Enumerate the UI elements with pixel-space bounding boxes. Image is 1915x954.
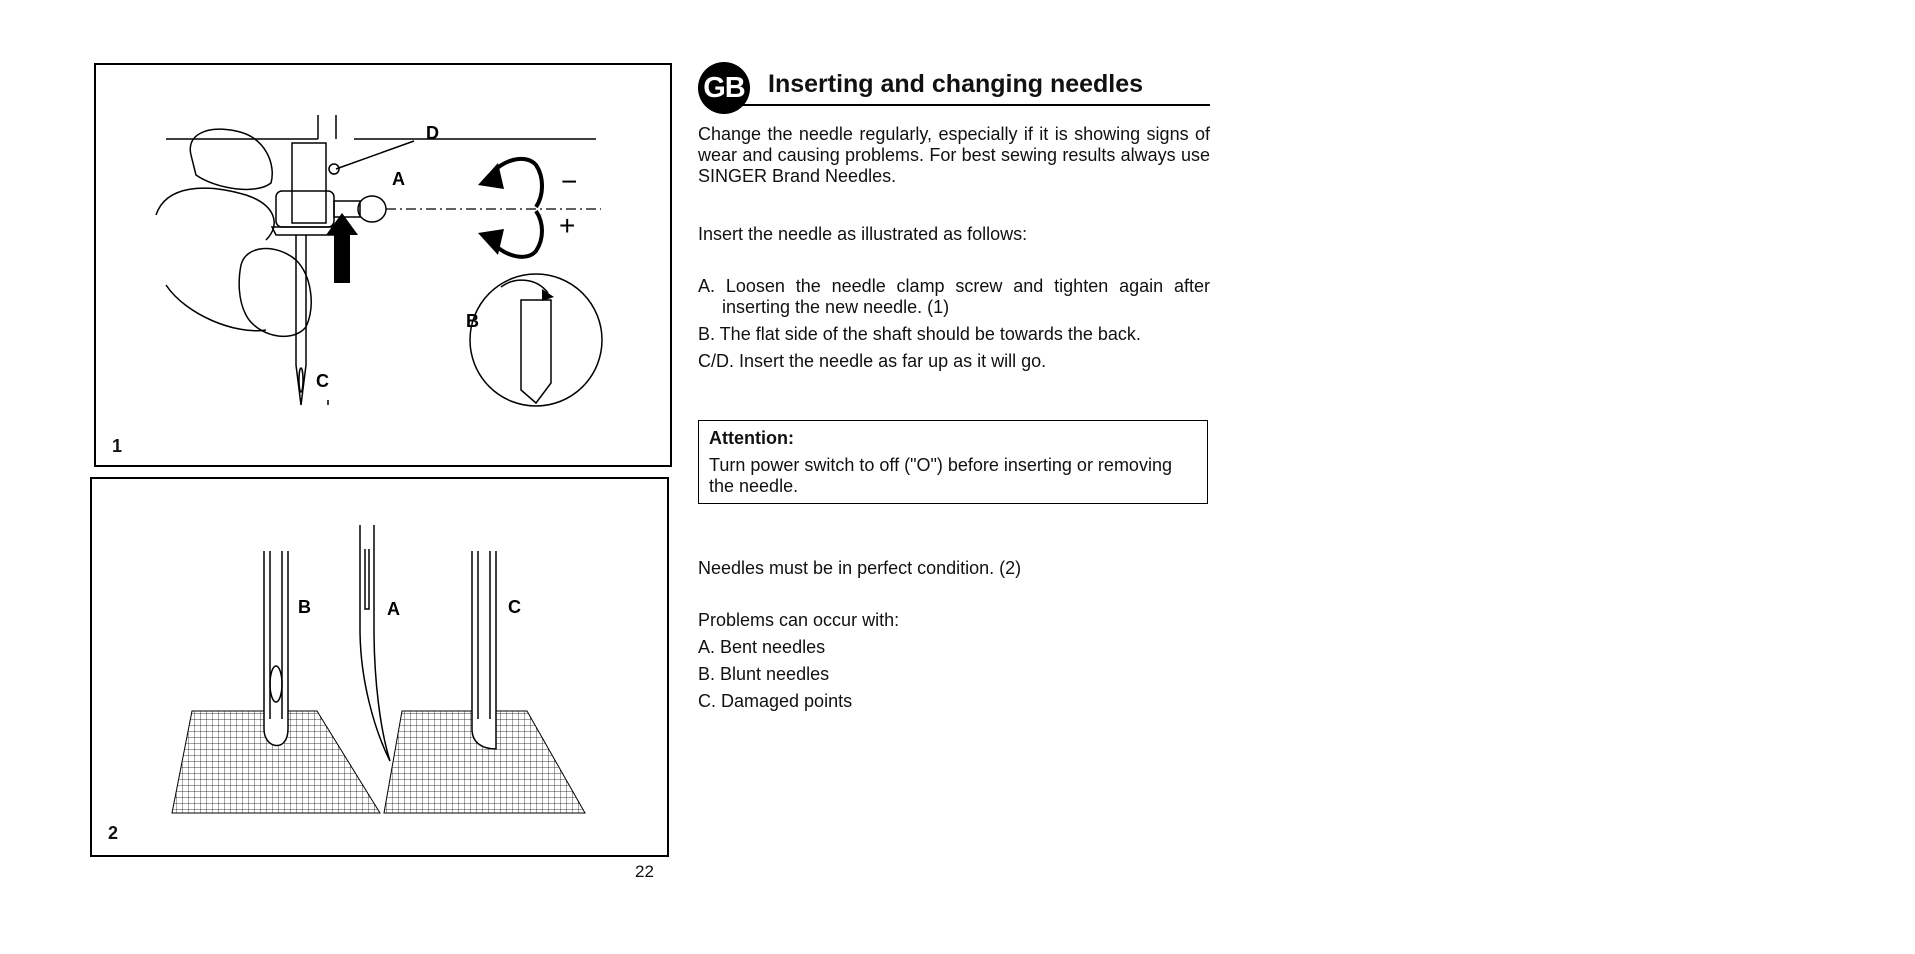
needle-blunt [264,551,288,746]
problem-item: C. Damaged points [698,691,853,711]
label-a: A [387,599,400,619]
label-c: C [508,597,521,617]
label-c: C [316,371,329,391]
attention-box [698,420,1208,504]
problem-item: B. Blunt needles [698,664,830,684]
section-heading: Inserting and changing needles [768,70,1144,98]
step-cd: C/D. Insert the needle as far up as it will go. [698,351,1047,371]
insert-instruction: Insert the needle as illustrated as follows: [698,224,1028,244]
needle-eye [299,368,303,392]
figure-1-needle-insertion [94,63,672,467]
attention-title: Attention: [709,428,794,448]
arrowhead-detail [542,289,554,301]
needle-flat-detail [521,300,551,403]
needle-damaged [472,551,496,749]
needle-clamp-illustration [96,65,670,465]
page-number: 22 [635,862,654,881]
step-b: B. The flat side of the shaft should be towards the back. [698,324,1141,344]
hand-lower [166,285,266,331]
pointer-d [336,141,414,169]
detail-circle [470,274,602,406]
needle-bar [292,143,326,223]
label-d: D [426,123,439,143]
needle-bar-top [318,115,336,139]
language-badge: GB [698,62,750,114]
step-a: A. Loosen the needle clamp screw and tighten again after inserting the new needle. (1) [698,276,1210,317]
heading-rule [738,104,1210,106]
thumb [239,249,311,337]
detail-turn-arrow [501,280,548,293]
up-arrow [326,213,358,283]
clamp-screw-shaft [334,201,360,217]
problem-item: A. Bent needles [698,637,826,657]
label-b: B [466,311,479,331]
minus-sign: − [561,166,578,197]
figure-1-number: 1 [112,436,123,456]
attention-text: Turn power switch to off ("O") before inserting or removing the needle. [709,455,1172,496]
figure-2-needle-condition [90,477,669,857]
clamp-screw-head [358,196,386,222]
finger-mid [156,188,274,240]
intro-paragraph: Change the needle regularly, especially if it is showing signs of wear and causing problems. For best sewing results always use SINGER Brand Needles. [698,124,1210,186]
label-a: A [392,169,405,189]
problems-intro: Problems can occur with: [698,610,900,630]
needles-fabric-illustration [92,479,667,855]
figure-2-number: 2 [108,823,119,843]
label-b: B [298,597,311,617]
plus-sign: + [559,210,576,241]
condition-paragraph: Needles must be in perfect condition. (2) [698,558,1022,578]
